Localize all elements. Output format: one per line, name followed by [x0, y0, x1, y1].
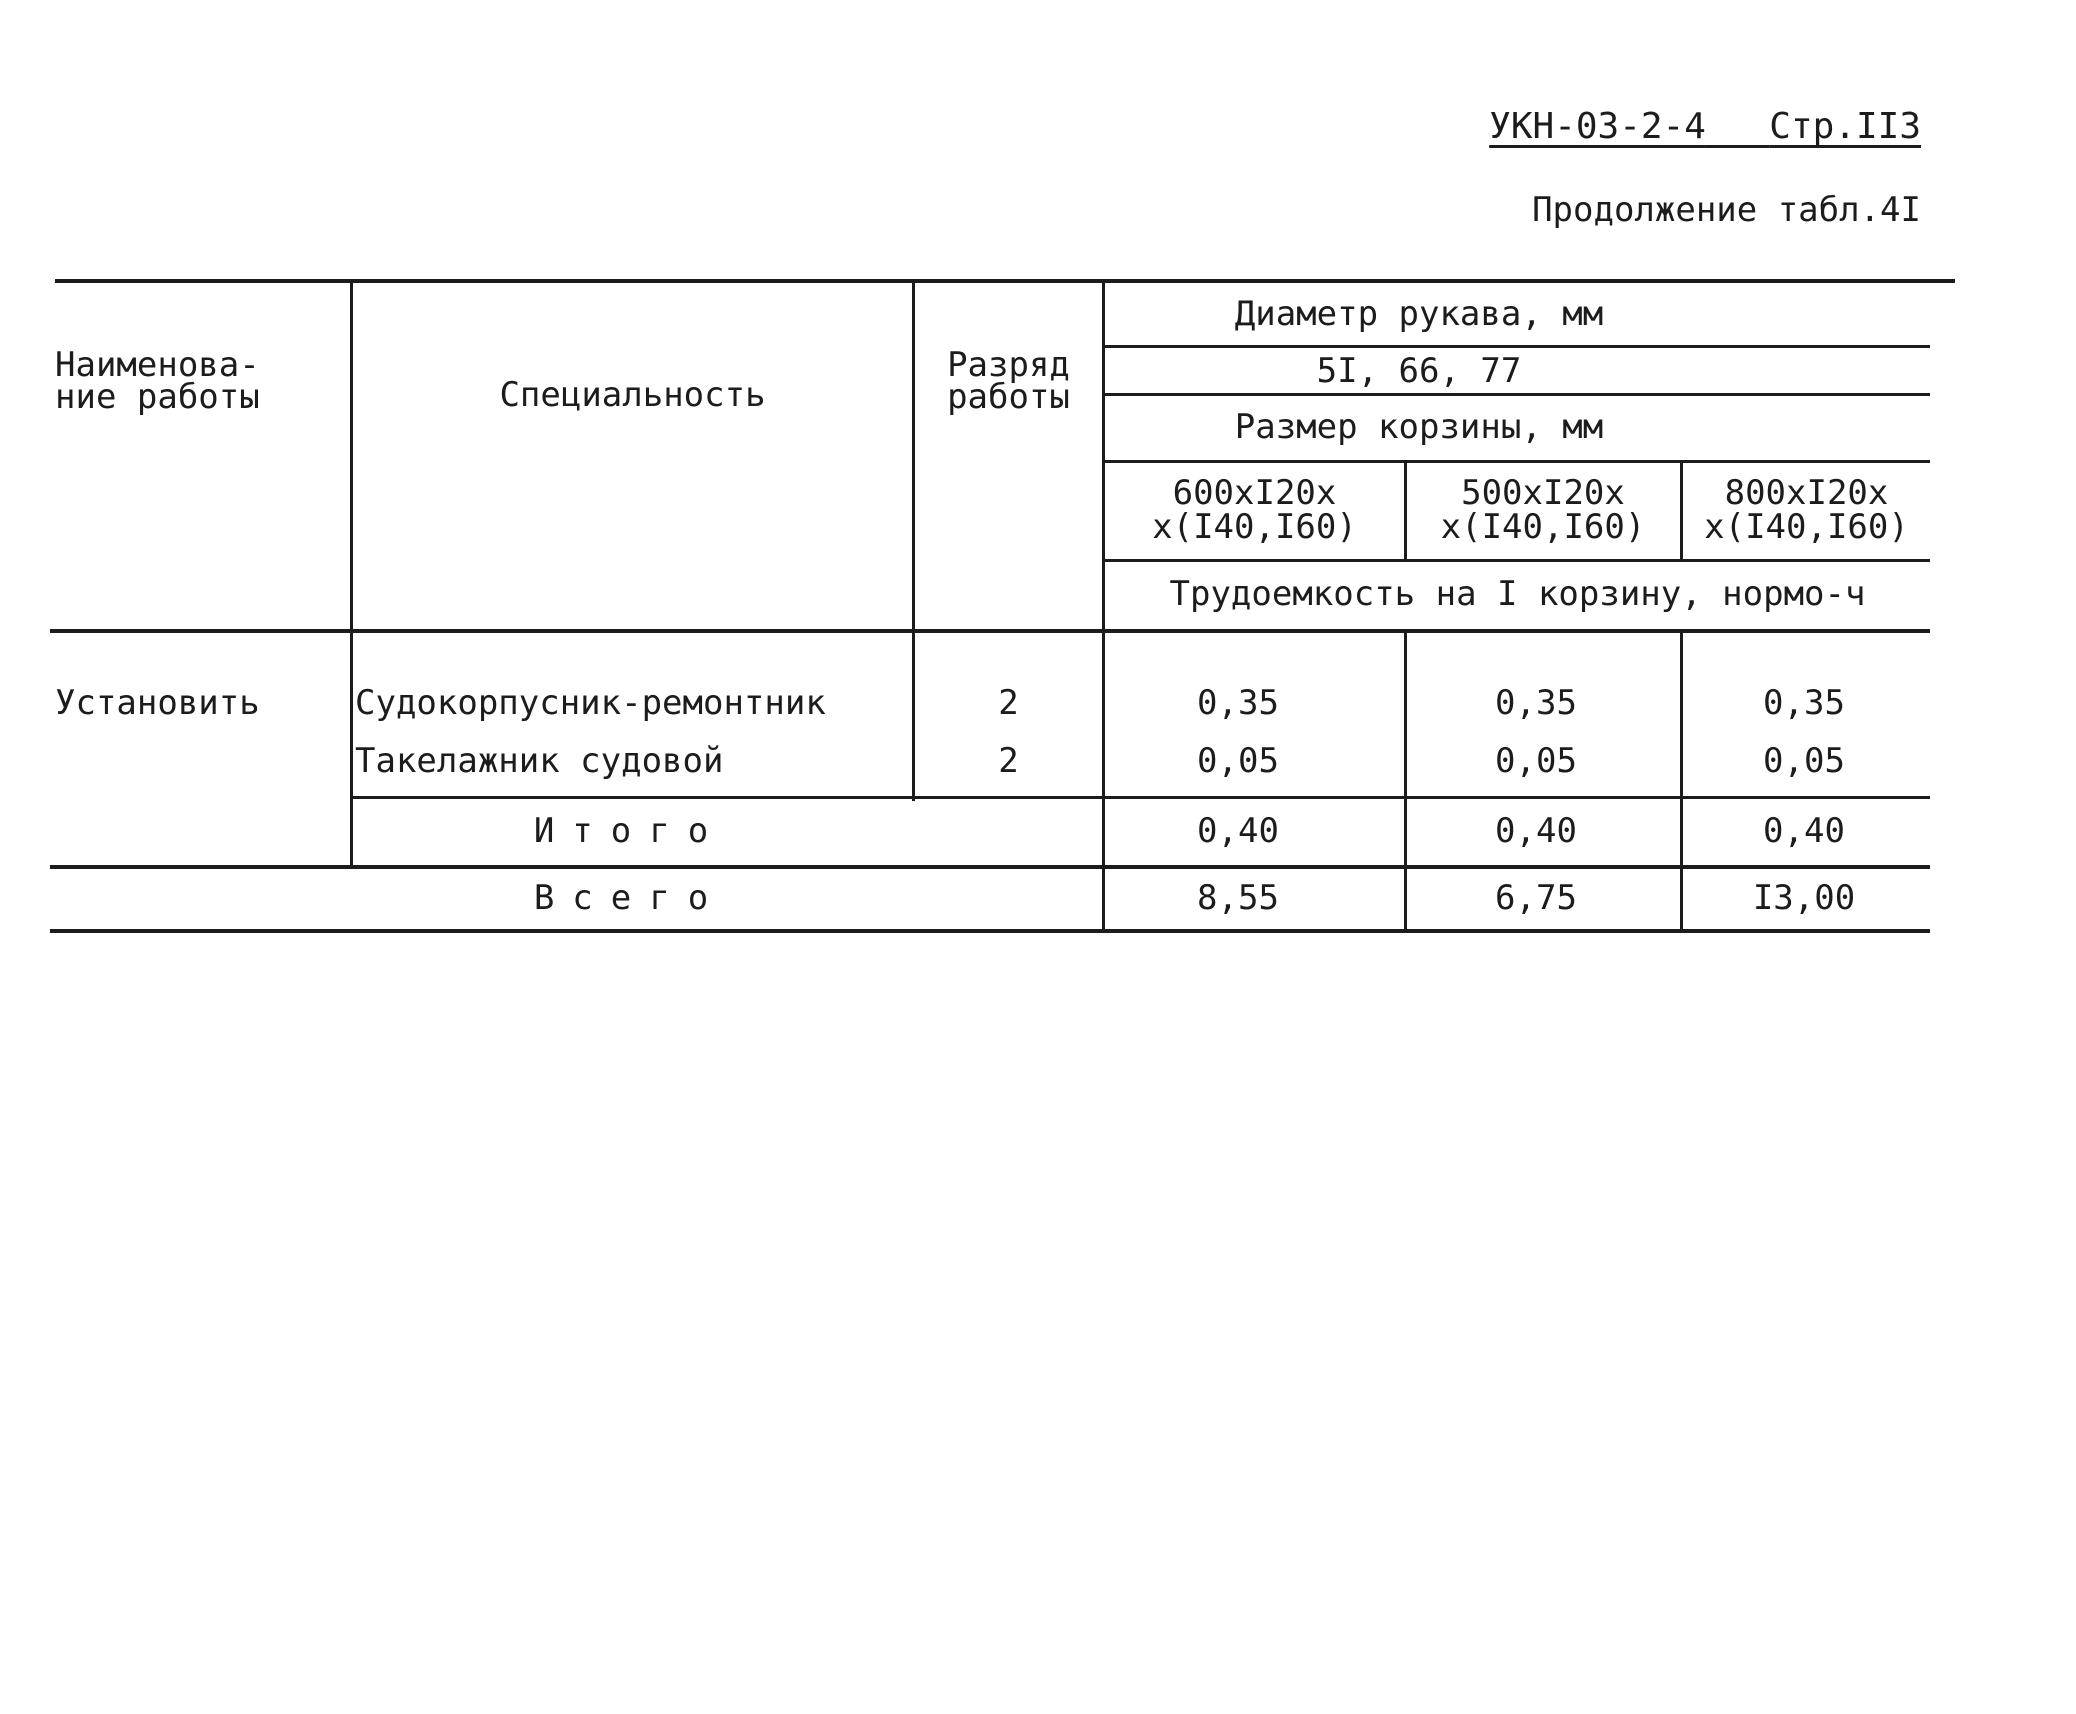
header-basket-size: Размер корзины, мм: [1234, 407, 1604, 447]
page-number: Стр.II3: [1769, 106, 1921, 147]
row-2-value-3: 0,05: [1763, 741, 1845, 781]
header-size-2: 500xI20x x(I40,I60): [1440, 473, 1646, 547]
table-top-border: [55, 279, 1955, 283]
header-size-1: 600xI20x x(I40,I60): [1152, 473, 1357, 547]
subtotal-value-3: 0,40: [1763, 811, 1845, 851]
total-value-3: I3,00: [1752, 878, 1856, 918]
table-bottom-border: [50, 929, 1930, 933]
total-value-2: 6,75: [1495, 878, 1577, 918]
header-hose-diameter: Диаметр рукава, мм: [1234, 294, 1604, 334]
header-specialty: Специальность: [499, 375, 766, 415]
row-1-value-3: 0,35: [1763, 683, 1845, 723]
header-diameter-values: 5I, 66, 77: [1316, 351, 1522, 391]
row-1-specialty: Судокорпусник-ремонтник: [355, 683, 826, 723]
row-1-value-2: 0,35: [1495, 683, 1577, 723]
rule-below-diameter-values: [1102, 393, 1930, 396]
row-1-value-1: 0,35: [1197, 683, 1279, 723]
header-size-3: 800xI20x x(I40,I60): [1704, 473, 1909, 547]
subtotal-label: Итого: [533, 811, 727, 851]
header-bottom-border: [50, 629, 1930, 633]
col-divider-work: [350, 281, 353, 865]
header-grade: Разряд работы: [947, 345, 1070, 417]
doc-code: УКН-03-2-4: [1489, 106, 1706, 147]
rule-below-sizes: [1102, 559, 1930, 562]
row-2-value-2: 0,05: [1495, 741, 1577, 781]
total-value-1: 8,55: [1197, 878, 1279, 918]
document-code: [1489, 106, 1921, 147]
header-labor: Трудоемкость на I корзину, нормо-ч: [1169, 574, 1866, 614]
row-2-value-1: 0,05: [1197, 741, 1279, 781]
subtotal-value-2: 0,40: [1495, 811, 1577, 851]
total-label: Всего: [533, 878, 727, 918]
table-continuation-label: Продолжение табл.4I: [1532, 190, 1921, 230]
row-1-work: Установить: [55, 683, 260, 723]
row-2-specialty: Такелажник судовой: [355, 741, 724, 781]
rule-below-diameter: [1102, 345, 1930, 348]
row-1-grade: 2: [998, 683, 1019, 723]
header-work-name: Наименова- ние работы: [55, 345, 260, 417]
rule-above-total: [50, 865, 1930, 869]
row-2-grade: 2: [998, 741, 1019, 781]
rule-below-basket-size: [1102, 460, 1930, 463]
subtotal-value-1: 0,40: [1197, 811, 1279, 851]
rule-above-subtotal: [350, 796, 1930, 799]
